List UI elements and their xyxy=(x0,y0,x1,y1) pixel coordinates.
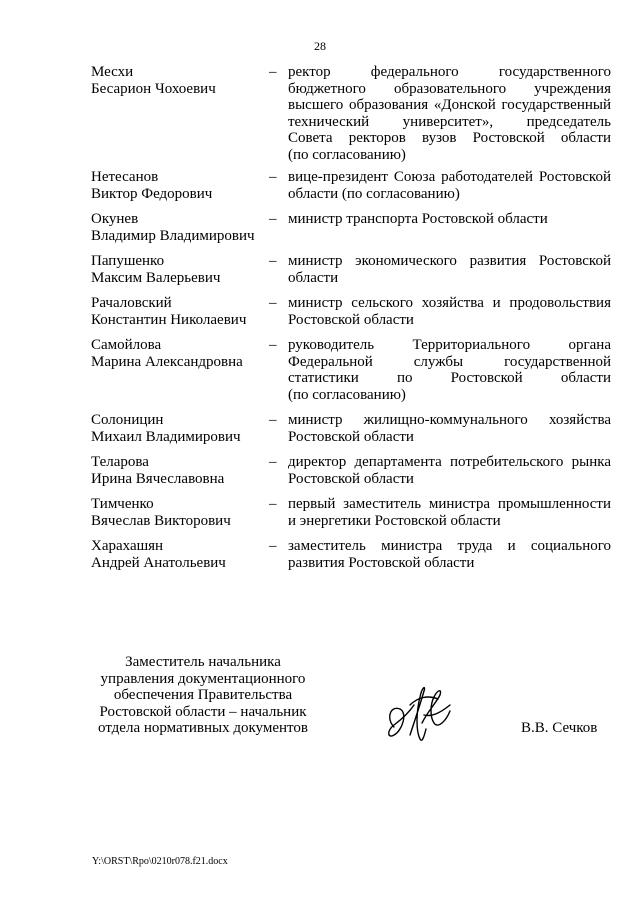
dash-separator: – xyxy=(269,538,277,554)
member-name xyxy=(91,295,269,328)
member-surname: Тимченко xyxy=(91,496,154,512)
member-row xyxy=(91,253,611,286)
role-line: вице-президент Союза работодателей Ростовской xyxy=(288,169,611,185)
role-line: директор департамента потребительского рынка xyxy=(288,454,611,470)
dash-separator: – xyxy=(269,211,277,227)
dash-separator: – xyxy=(269,253,277,269)
member-name xyxy=(91,538,269,571)
member-given-names: Владимир Владимирович xyxy=(91,227,255,244)
signatory-position xyxy=(92,654,314,737)
member-surname: Месхи xyxy=(91,64,134,80)
member-role xyxy=(288,253,611,286)
dash-separator: – xyxy=(269,496,277,512)
member-row xyxy=(91,211,611,244)
member-role xyxy=(288,169,611,202)
role-line: ректор федерального государственного xyxy=(288,64,611,80)
member-role xyxy=(288,295,611,328)
signatory-position-line: отдела нормативных документов xyxy=(98,720,308,736)
role-line: высшего образования «Донской государственный xyxy=(288,97,611,113)
member-given-names: Марина Александровна xyxy=(91,353,243,370)
role-line: Совета ректоров вузов Ростовской области xyxy=(288,130,611,146)
dash-separator: – xyxy=(269,295,277,311)
role-line: Ростовской области xyxy=(288,428,414,445)
member-role xyxy=(288,211,611,228)
role-line: статистики по Ростовской области xyxy=(288,370,611,386)
member-surname: Харахашян xyxy=(91,538,164,554)
member-given-names: Виктор Федорович xyxy=(91,185,213,202)
role-line: (по согласованию) xyxy=(288,146,406,163)
member-surname: Окунев xyxy=(91,211,139,227)
member-name xyxy=(91,253,269,286)
member-given-names: Михаил Владимирович xyxy=(91,428,241,445)
members-list xyxy=(91,64,611,571)
dash-separator: – xyxy=(269,454,277,470)
dash-separator: – xyxy=(269,337,277,353)
role-line: бюджетного образовательного учреждения xyxy=(288,80,611,97)
member-given-names: Константин Николаевич xyxy=(91,311,247,328)
member-row xyxy=(91,295,611,328)
signatory-position-line: Заместитель начальника xyxy=(125,654,281,670)
page-number: 28 xyxy=(314,39,326,53)
role-line: министр сельского хозяйства и продовольствия xyxy=(288,295,611,311)
member-given-names: Вячеслав Викторович xyxy=(91,512,231,529)
signature-image xyxy=(380,675,458,755)
member-row xyxy=(91,64,611,163)
role-line: Ростовской области xyxy=(288,311,414,328)
member-given-names: Бесарион Чохоевич xyxy=(91,80,216,97)
member-row xyxy=(91,412,611,445)
member-surname: Рачаловский xyxy=(91,295,172,311)
member-name xyxy=(91,169,269,202)
member-surname: Папушенко xyxy=(91,253,165,269)
member-row xyxy=(91,538,611,571)
role-line: области xyxy=(288,269,339,286)
file-path: Y:\ORST\Rpo\0210r078.f21.docx xyxy=(92,856,228,867)
member-role xyxy=(288,454,611,487)
role-line: технический университет», председатель xyxy=(288,113,611,130)
role-line: заместитель министра труда и социального xyxy=(288,538,611,554)
member-row xyxy=(91,337,611,403)
member-row xyxy=(91,496,611,529)
member-role xyxy=(288,64,611,163)
member-given-names: Андрей Анатольевич xyxy=(91,554,226,571)
member-given-names: Максим Валерьевич xyxy=(91,269,221,286)
signatory-position-line: обеспечения Правительства xyxy=(113,687,293,703)
role-line: и энергетики Ростовской области xyxy=(288,512,501,529)
member-name xyxy=(91,211,269,244)
role-line: Ростовской области xyxy=(288,470,414,487)
member-surname: Теларова xyxy=(91,454,149,470)
signatory-position-line: управления документационного xyxy=(100,670,306,687)
member-name xyxy=(91,412,269,445)
member-surname: Самойлова xyxy=(91,337,162,353)
dash-separator: – xyxy=(269,64,277,80)
role-line: министр жилищно-коммунального хозяйства xyxy=(288,412,611,428)
member-role xyxy=(288,337,611,403)
member-row xyxy=(91,454,611,487)
role-line: руководитель Территориального органа xyxy=(288,337,611,353)
member-row xyxy=(91,169,611,202)
member-surname: Нетесанов xyxy=(91,169,159,185)
member-name xyxy=(91,496,269,529)
role-line: (по согласованию) xyxy=(288,386,406,403)
role-line: области (по согласованию) xyxy=(288,185,460,202)
role-line: министр транспорта Ростовской области xyxy=(288,211,548,227)
role-line: развития Ростовской области xyxy=(288,554,475,571)
role-line: первый заместитель министра промышленности xyxy=(288,496,611,512)
dash-separator: – xyxy=(269,412,277,428)
member-role xyxy=(288,496,611,529)
member-role xyxy=(288,412,611,445)
role-line: министр экономического развития Ростовской xyxy=(288,253,611,269)
member-role xyxy=(288,538,611,571)
member-name xyxy=(91,64,269,97)
role-line: Федеральной службы государственной xyxy=(288,353,611,370)
signatory-name: В.В. Сечков xyxy=(521,720,598,736)
signatory-position-line: Ростовской области – начальник xyxy=(99,703,307,720)
member-name xyxy=(91,454,269,487)
member-given-names: Ирина Вячеславовна xyxy=(91,470,225,487)
dash-separator: – xyxy=(269,169,277,185)
member-name xyxy=(91,337,269,370)
member-surname: Солоницин xyxy=(91,412,164,428)
